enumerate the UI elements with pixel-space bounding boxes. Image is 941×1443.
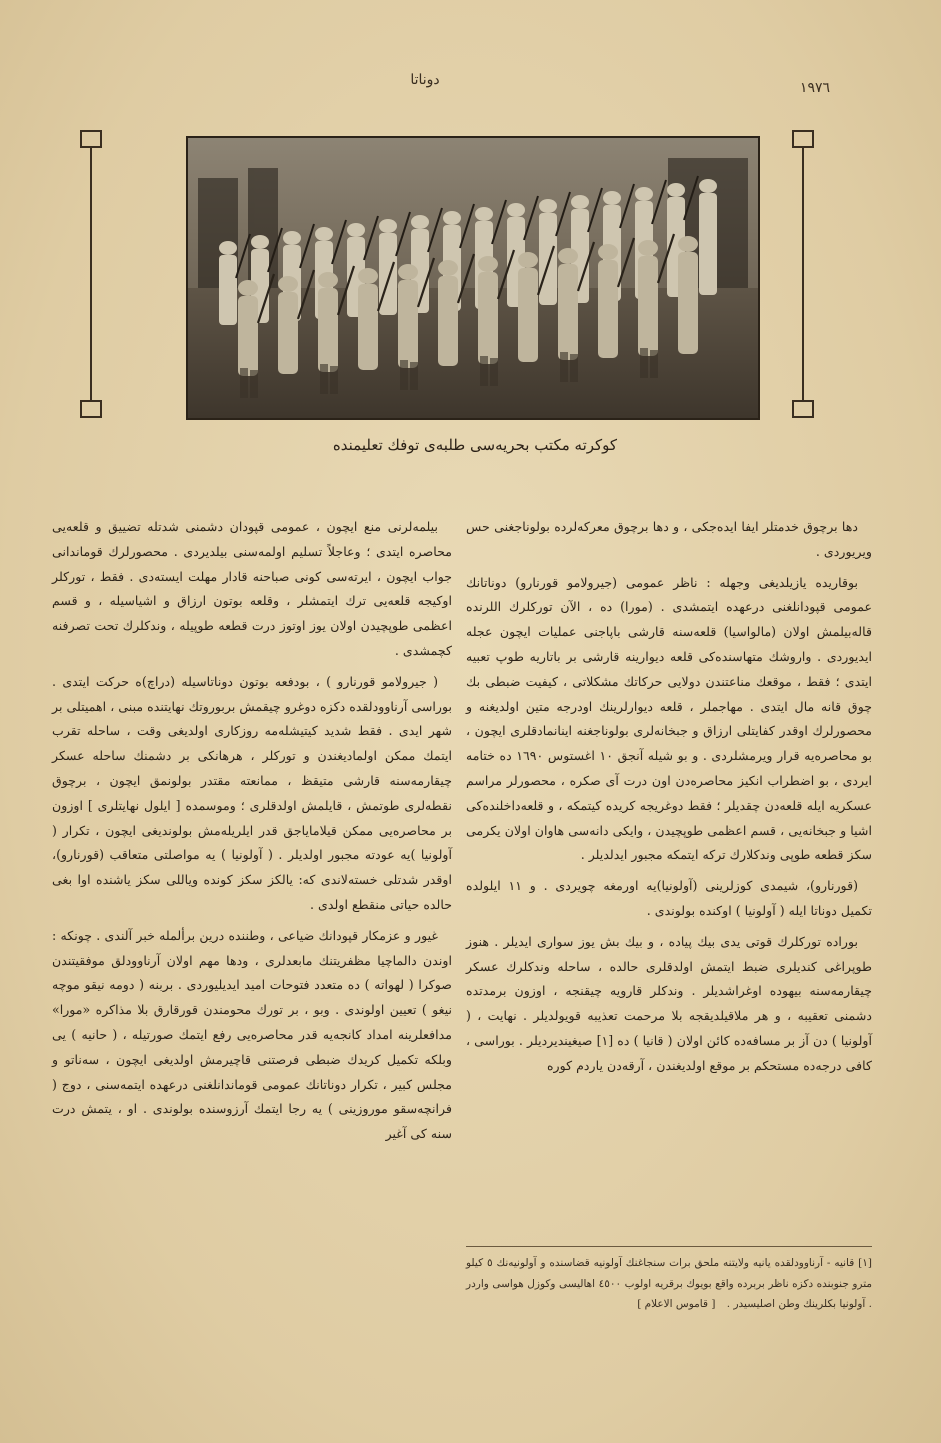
paragraph: بوقاريده يازيلديغى وجهله : ناظر عمومى (جيرولامو قورنارو) دوناتانك عمومى قپودانلغنى درعهده ايتمشدى . (مورا) ده ، الآن توركلرك اللرنده قاله‌بيلمش اولان (مالواسيا) قلعه‌سنه قارشى باپاجنى عمليات ايچون عجله ايديوردى . واروشك متهاسنده‌كى قلعه ديوارينه قارشى بر باتاريه طوپ تعبيه ايتدى ؛ فقط ، موقعك مناعتندن دولايى حركاتك مشكلاتى ، كيفيت ضبطى بك چوق قانه مال ايتدى . مهاجملر ، قلعه ديوارلرينك اودرجه متين اولديغنه و محصورلرك اوقدر كفايتلى ارزاق و جبخانه‌لرى بولوناجغنه اينانمادقلرى ايچون ، بو محاصره‌يه قرار ويرمشلردى . و بو شيله آنجق ١٠ اغستوس ١٦٩٠ ده ختامه ايردى ، بو اضطراب انكيز محاصره‌دن اون درت آى صكره ، محصورلر مراسم عسكريه ايله قلعه‌دن چقديلر ؛ فقط دوغريجه كريده كيتمكه ، و قلعه‌داخلنده‌كى اشيا و جبخانه‌يى ، قسم اعظمى طوپچيدن ، وايكى دانه‌سى هاوان اولان يكرمى سكز قطعه طوپى وندكلارك تركه ايتمكه مجبور ايدلديلر . <box>466 574 872 863</box>
paragraph: (قورنارو)، شيمدى كوزلرينى (آولونيا)يه اورمغه چويردى . و ١١ ايلولده تكميل دوناتا ايله ( آولونيا ) اوكنده بولوندى . <box>466 878 872 918</box>
right-ornament <box>786 130 822 418</box>
ornament-box-icon <box>80 130 102 148</box>
footnote <box>466 1246 872 1315</box>
paragraph: بيلمه‌لرنى منع ايچون ، عمومى قپودان دشمنى شدتله تضييق و قلعه‌يى محاصره ايتدى ؛ وعاجلاً تسليم اولمه‌سنى بيلديردى . محصورلرك قوماندانى جواب ايچون ، ايرته‌سى كونى صباحنه قادار مهلت ايسته‌دى . فقط ، توركلر اوكيجه قلعه‌يى ترك ايتمشلر ، وقلعه بوتون ارزاق و اشياسيله ، و قسم اعظمى طوپچيدن اولان يوز اوتوز درت قطعه طوپيله ، وندكلرك تحت تصرفنه كچمشدى . <box>52 519 452 658</box>
footnote-text: [١] قانيه - آرناوودلقده يانيه ولايتنه ملحق برات سنجاغنك آولونيه قضاسنده و آولونيه‌نك ٥ كيلو مترو جنوبنده دكزه ناظر بربرده واقع بويوك برقريه اولوب ٤٥٠٠ اهاليسى وكوزل هواسى واردر . آولونيا بكلرينك وطن اصليسيدر . <box>466 1257 873 1310</box>
paragraph: ( جيرولامو قورنارو ) ، بودفعه بوتون دوناتاسيله (دراچ)ه حركت ايتدى . بوراسى آرناوودلقده دكزه دوغرو چيقمش بربوروتك نهايتنده مبنى ، اهميتلى بر شهر ايدى . فقط شديد كيتيشله‌مه روزكارى اولديغى وقت ، ساحله تقرب ايتمك ممكن اولماديغندن و توركلر ، هرهانكى بر دشمنك ساحله عسكر چيقارمه‌سنه قارشى متيقظ ، ممانعته مقتدر بولونمق ايچون ، برچوق نقطه‌لرى طوتمش ، قايلمش اولدقلرى ؛ وموسمده [ ايلول نهايتلرى ] اوزون بر محاصره‌يى ممكن قيلاماياجق قدر ايلريله‌مش بولونديغى ايچون ، تكرار ( آولونيا )يه عودته مجبور اولديلر . ( آولونيا ) يه مواصلتى متعاقب (قورنارو)، اوقدر شدتلى خسته‌لاندى كه: يالكز سكز كونده وياللى سكز ياشنده اوا بغى حالده حياتى منقطع اولدى . <box>52 673 452 912</box>
paragraph: غيور و عزمكار قپودانك ضياعى ، وطننده درين برألمله خبر آلندى . چونكه : اوندن دالماچيا مظفريتنك مابعدلرى ، ودها مهم اولان آرناوودلق موفقيتندن صوكرا ( لهواته ) ده متعدد فتوحات اميد ايديليوردى . بربنه ( دومه نيقو موچه نيغو ) تعيين اولوندى . وبو ، بر تورك محومندن قورقارق بلا مذاكره «مورا» مدافعلرينه امداد كانجه‌يه قدر محاصره‌يى رفع ايتمك صورتيله ، ( حانيه ) يى وبلكه تكميل كريدك ضبطى فرصتنى قاچيرمش اولديغى ايچون ، سه‌ناتو و مجلس كبير ، تكرار دوناتانك عمومى قوماندانلغنى درعهده ايتمه‌سنى ، دوج ( فرانچه‌سقو موروزينى ) يه رجا ايتمك آرزوسنده بولوندى . او ، يتمش درت سنه كى آغير <box>52 927 452 1142</box>
footnote-source: [ قاموس الاعلام ] <box>637 1298 716 1310</box>
paragraph: دها برچوق خدمتلر ايفا ايده‌جكى ، و دها برچوق معركه‌لرده بولوناجغنى حس ويريوردى . <box>466 519 872 559</box>
paragraph: بوراده توركلرك قوتى يدى بيك پياده ، و بيك بش يوز سوارى ايديلر . هنوز طوپراغى كنديلرى ضبط ايتمش اولدقلرى حالده ، ساحله وندكلرك عسكر چيقارمه‌سنه‌ بيهوده اوغراشديلر . وندكلر قارويه چيقنجه ، اوزون برمدتده دشمنى تعقيبه ، و هر ملاقيلديقجه بلا مرحمت تعذيبه قويولديلر . نهايت ، ( آولونيا ) دن آز بر مسافه‌ده كائن اولان ( قانيا ) ده [١] صيغينديرديلر . بوراسى ، كافى درجه‌ده مستحكم بر موقع اولديغندن ، آرقه‌دن ياردم كوره <box>466 933 872 1073</box>
photo-image-icon <box>188 138 758 418</box>
ornament-line <box>802 148 804 400</box>
ornament-box-icon <box>80 400 102 418</box>
left-ornament <box>74 130 110 418</box>
page-number: ١٩٧٦ <box>799 80 830 96</box>
cadets-drill-photo <box>186 136 760 420</box>
ornament-box-icon <box>792 400 814 418</box>
photo-caption: كوكرته مكتب بحريه‌سى طلبه‌ى توفك تعليمنده <box>332 436 618 454</box>
right-text-column <box>466 515 872 1085</box>
ornament-box-icon <box>792 130 814 148</box>
left-text-column <box>52 515 452 1153</box>
page-header-title: دوناتا <box>410 72 440 88</box>
ornament-line <box>90 148 92 400</box>
